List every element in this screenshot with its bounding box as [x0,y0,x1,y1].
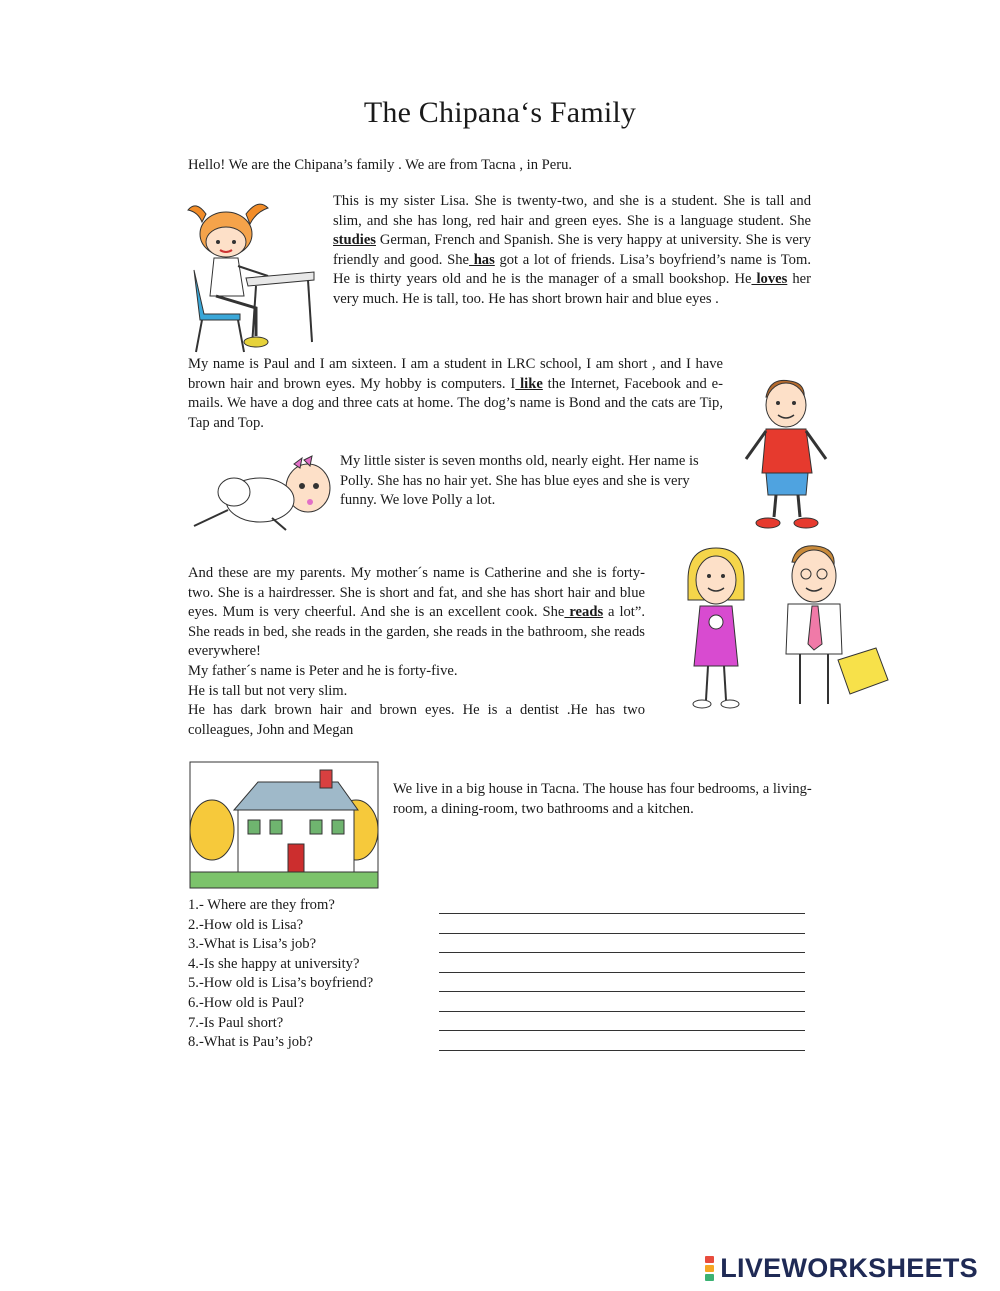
answer-line-6[interactable] [439,1011,805,1012]
polly-paragraph: My little sister is seven months old, nearly eight. Her name is Polly. She has no hair yet. She has blue eyes and she is very funny. We love Polly a lot. [340,453,699,509]
boy-illustration [740,375,832,535]
question-4: 4.-Is she happy at university? [188,955,360,972]
question-6: 6.-How old is Paul? [188,994,304,1011]
answer-line-3[interactable] [439,952,805,953]
lisa-text-3: got a lot of friends. Lisa’s boyfriend’s name is Tom. He is thirty years old and he is the manager of a small bookshop. He [333,251,811,288]
student-girl-illustration [186,196,321,356]
answer-line-8[interactable] [439,1050,805,1051]
logo-text: LIVEWORKSHEETS [720,1253,978,1283]
father-line-3: He has dark brown hair and brown eyes. He is a dentist .He has two colleagues, John and Megan [188,702,645,738]
lisa-word-loves: loves [751,271,788,288]
parents-word-reads: reads [564,604,604,621]
answer-line-7[interactable] [439,1030,805,1031]
question-8: 8.-What is Pau’s job? [188,1034,313,1051]
house-illustration [188,760,380,890]
baby-illustration [188,452,333,534]
paul-word-like: like [515,375,543,392]
paul-text-1: My name is Paul and I am sixteen. I am a student in LRC school, I am short , and I have brown hair and brown eyes. My hobby is computers. I [188,356,723,392]
father-line-1: My father´s name is Peter and he is forty-five. [188,663,458,679]
liveworksheets-logo [705,1253,978,1284]
paul-text-2: the Internet, Facebook and e-mails. We have a dog and three cats at home. The dog’s name is Bond and the cats are Tip, Tap and Top. [188,375,724,431]
lisa-text-4: her very much. He is tall, too. He has short brown hair and blue eyes . [333,271,811,307]
paul-paragraph [188,355,723,433]
question-list [188,896,428,1053]
intro-text: Hello! We are the Chipana’s family . We are from Tacna , in Peru. [188,157,573,173]
parents-text-2: a lot”. She reads in bed, she reads in the garden, she reads in the bathroom, she reads everywhere! [188,604,645,660]
logo-blocks-icon [705,1256,714,1281]
father-line-2: He is tall but not very slim. [188,683,348,699]
question-2: 2.-How old is Lisa? [188,916,304,933]
answer-lines [439,896,805,1056]
lisa-text-2: German, French and Spanish. She is very happy at university. She is very friendly and good. She [333,232,811,268]
answer-line-2[interactable] [439,933,805,934]
lisa-word-has: has [469,251,495,268]
house-paragraph: We live in a big house in Tacna. The house has four bedrooms, a living-room, a dining-room, two bathrooms and a kitchen. [393,781,812,817]
answer-line-4[interactable] [439,972,805,973]
page-title: The Chipana‘s Family [363,96,637,129]
parents-paragraph [188,564,645,662]
lisa-text-1: This is my sister Lisa. She is twenty-two, and she is a student. She is tall and slim, and she has long, red hair and green eyes. She is a language student. She [333,193,811,229]
parents-text-1: And these are my parents. My mother´s name is Catherine and she is forty-two. She is a hairdresser. She is short and fat, and she has short hair and blue eyes. Mum is very cheerful. And she is an excellent cook. She [188,565,645,621]
question-5: 5.-How old is Lisa’s boyfriend? [188,975,374,992]
parents-illustration [680,540,890,715]
lisa-word-studies: studies [333,232,376,249]
answer-line-1[interactable] [439,913,805,914]
question-1: 1.- Where are they from? [188,897,335,913]
question-7: 7.-Is Paul short? [188,1014,284,1031]
answer-line-5[interactable] [439,991,805,992]
question-3: 3.-What is Lisa’s job? [188,936,317,953]
lisa-paragraph [333,192,811,310]
